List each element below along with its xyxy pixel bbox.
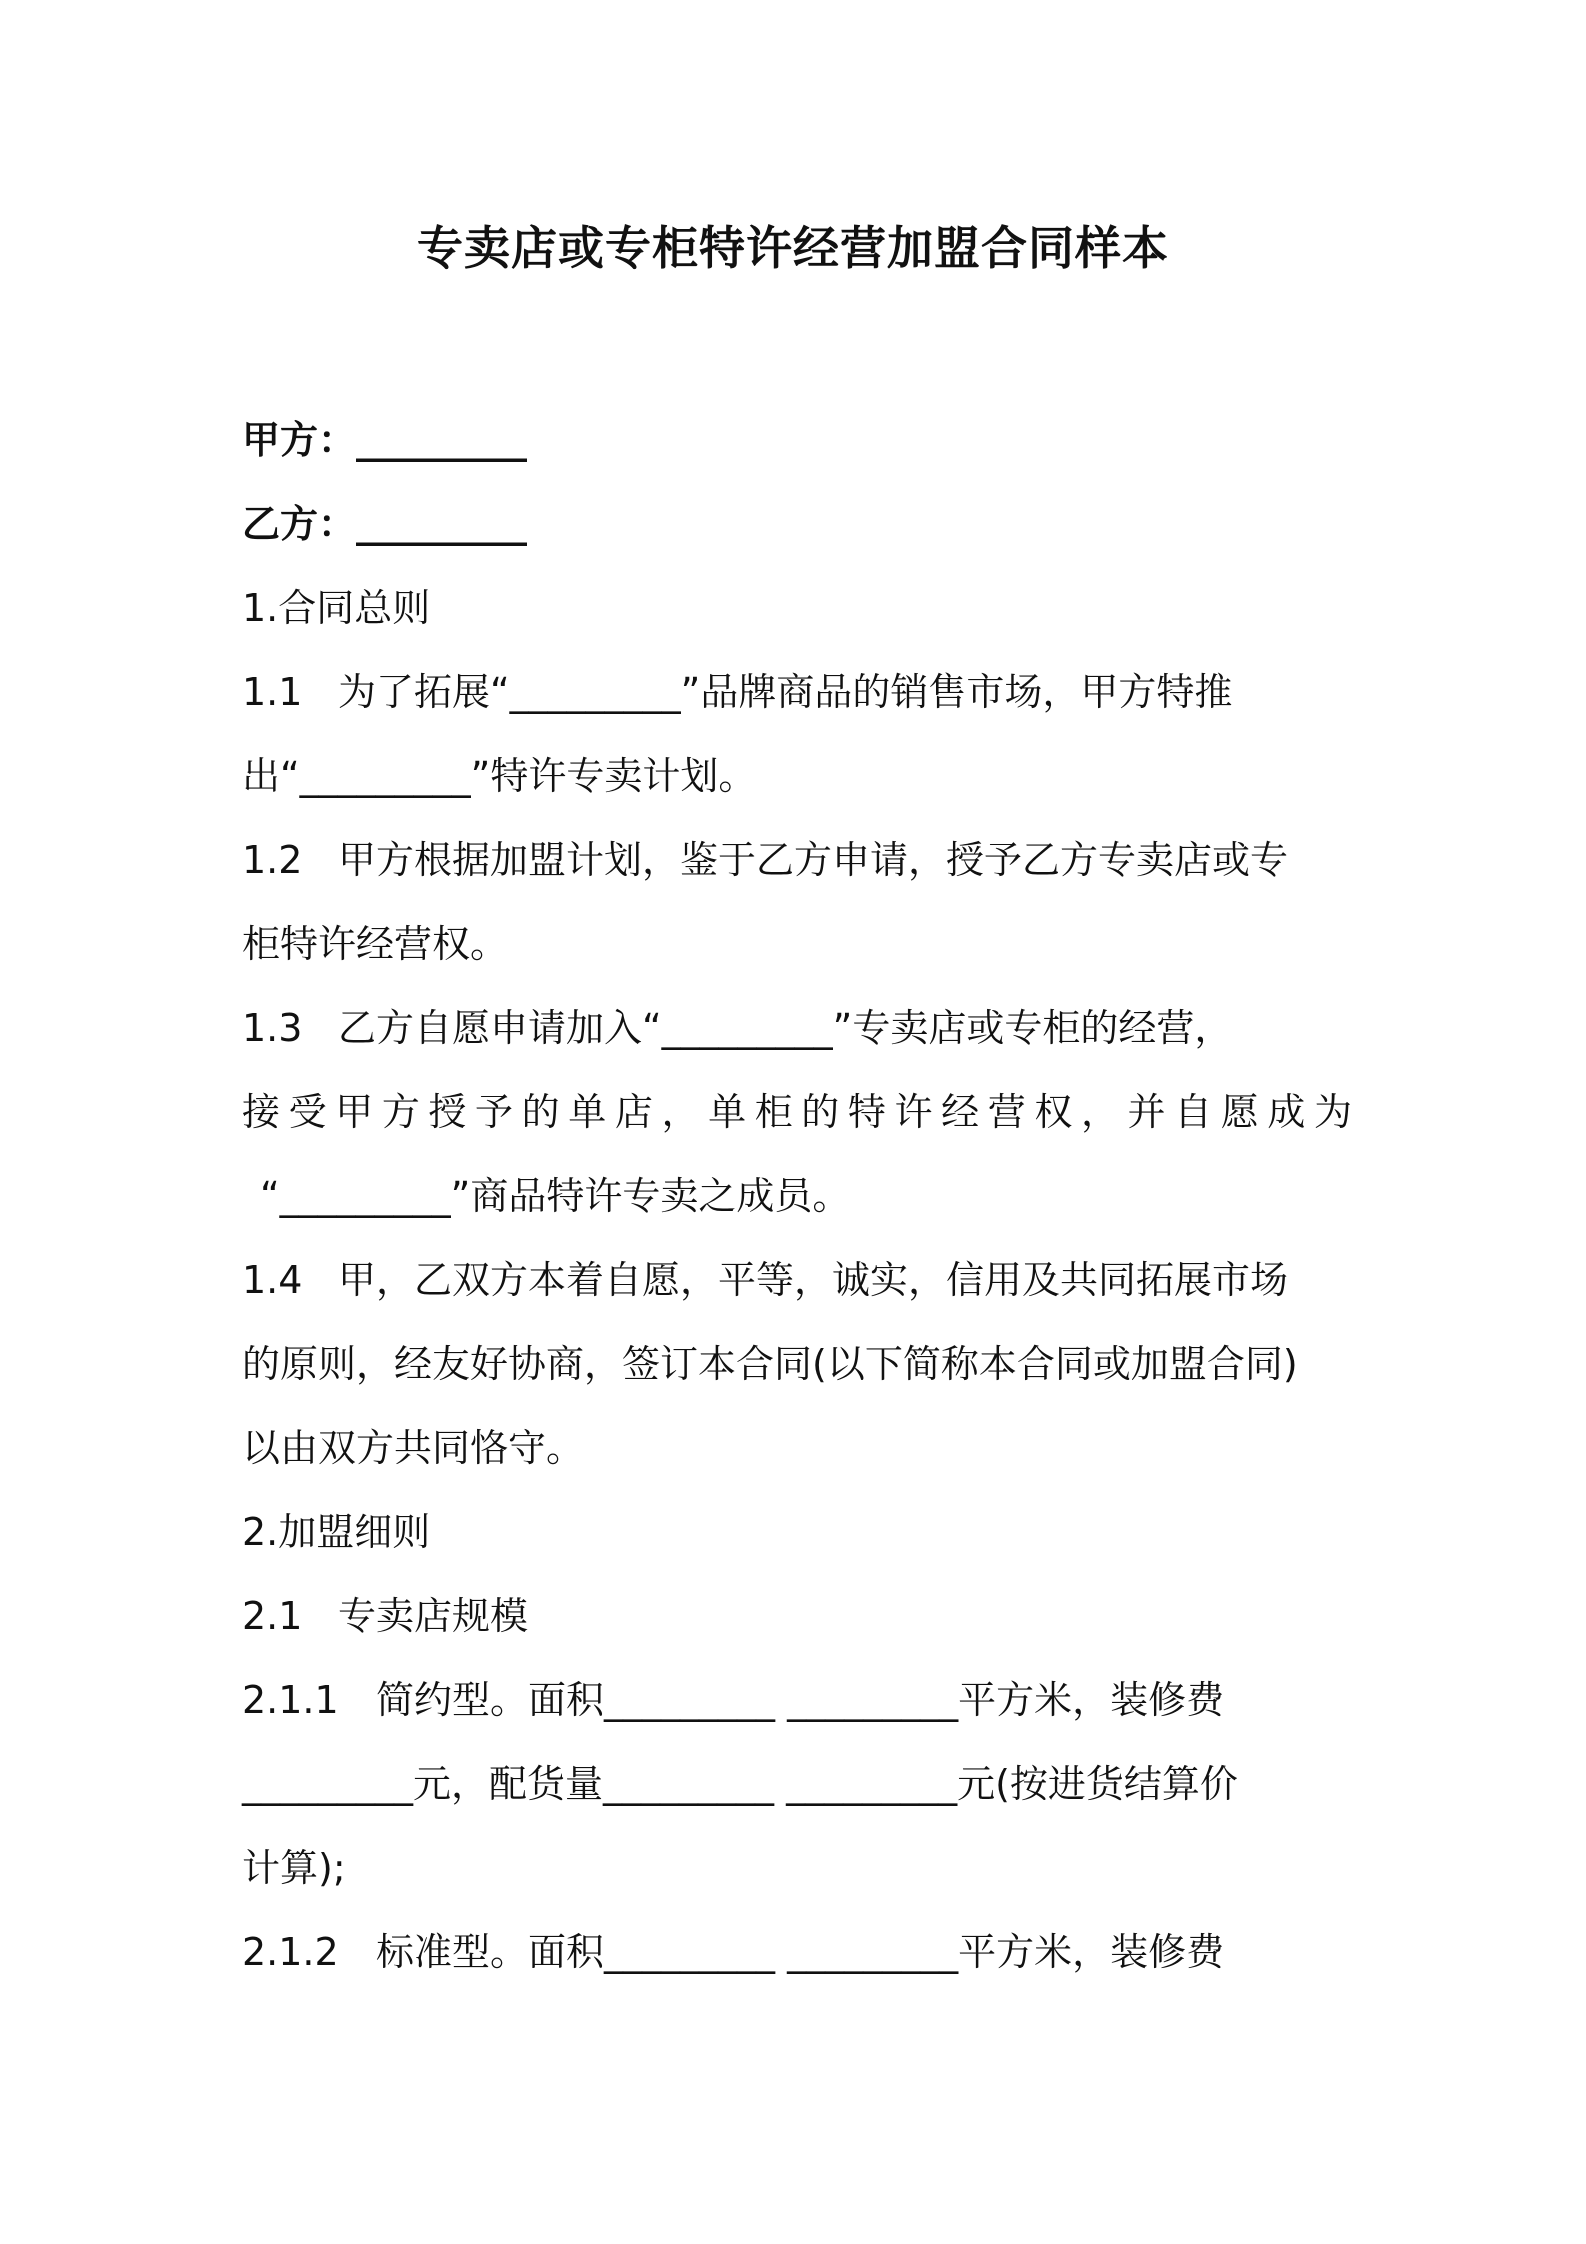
clause-number: 1.3 [242, 1006, 303, 1050]
clause-1-1-line-2: 出“_________”特许专卖计划。 [242, 754, 757, 798]
clause-1-4-line-3: 以由双方共同恪守。 [242, 1426, 585, 1470]
clause-text: 乙方自愿申请加入“_________”专卖店或专柜的经营， [338, 1006, 1233, 1050]
clause-1-3-line-3: “_________”商品特许专卖之成员。 [260, 1174, 851, 1218]
section-2-heading: 2.加盟细则 [242, 1510, 431, 1554]
section-1-heading: 1.合同总则 [242, 586, 431, 630]
clause-1-3-line-2: 接受甲方授予的单店，单柜的特许经营权，并自愿成为 [242, 1090, 1352, 1134]
party-b-line: 乙方：_________ [242, 502, 528, 546]
clause-number: 2.1.2 [242, 1930, 339, 1974]
clause-2-1-1-line-1 [242, 1658, 1352, 1742]
clause-2-1-2-line-1 [242, 1910, 1352, 1994]
clause-1-2-line-2: 柜特许经营权。 [242, 922, 509, 966]
clause-1-4-line-1 [242, 1238, 1352, 1322]
clause-1-2-line-1 [242, 818, 1352, 902]
document-body [242, 398, 1352, 1994]
clause-number: 2.1.1 [242, 1678, 339, 1722]
clause-text: 甲，乙双方本着自愿，平等，诚实，信用及共同拓展市场 [338, 1258, 1289, 1302]
clause-text: 标准型。面积_________ _________平方米，装修费 [376, 1930, 1225, 1974]
clause-number: 1.2 [242, 838, 303, 882]
party-a-line: 甲方：_________ [242, 418, 528, 462]
clause-text: 简约型。面积_________ _________平方米，装修费 [376, 1678, 1225, 1722]
clause-1-4-line-2: 的原则，经友好协商，签订本合同(以下简称本合同或加盟合同) [242, 1342, 1298, 1386]
clause-number: 2.1 [242, 1594, 303, 1638]
clause-text: 为了拓展“_________”品牌商品的销售市场，甲方特推 [338, 670, 1233, 714]
clause-2-1-1-line-3: 计算); [242, 1846, 346, 1890]
clause-number: 1.1 [242, 670, 303, 714]
clause-1-3-line-1 [242, 986, 1352, 1070]
clause-number: 1.4 [242, 1258, 303, 1302]
clause-1-1-line-1 [242, 650, 1352, 734]
clause-2-1 [242, 1574, 1352, 1658]
clause-text: 专卖店规模 [338, 1594, 529, 1638]
clause-2-1-1-line-2: _________元，配货量_________ _________元(按进货结算价 [242, 1762, 1238, 1806]
clause-text: 甲方根据加盟计划，鉴于乙方申请，授予乙方专卖店或专 [338, 838, 1289, 882]
document-title: 专卖店或专柜特许经营加盟合同样本 [417, 221, 1169, 275]
